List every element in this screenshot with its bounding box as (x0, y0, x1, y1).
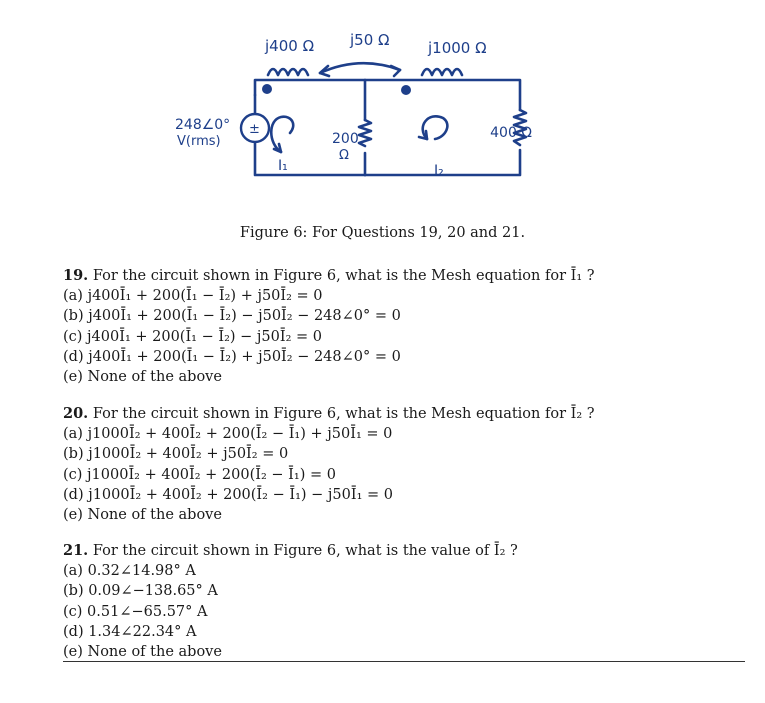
option-e[interactable]: (e) None of the above (63, 644, 222, 661)
circuit-figure (160, 25, 540, 210)
option-c[interactable]: (c) j1000Ī₂ + 400Ī₂ + 200(Ī₂ − Ī₁) = 0 (63, 466, 336, 483)
question-text: For the circuit shown in Figure 6, what is the value of Ī₂ ? (92, 543, 518, 559)
label-r-mid-unit: Ω (339, 148, 349, 163)
question-stem (63, 541, 518, 561)
label-l2: j1000 Ω (428, 39, 487, 57)
mesh-arrow-i1 (271, 117, 293, 152)
dot-l2 (401, 85, 411, 95)
question-number: 21. (63, 542, 89, 559)
mutual-arrow (320, 63, 400, 73)
option-c[interactable]: (c) j400Ī₁ + 200(Ī₁ − Ī₂) − j50Ī₂ = 0 (63, 328, 323, 345)
question-stem (63, 266, 595, 286)
option-list (63, 424, 595, 525)
option-b[interactable]: (b) j400Ī₁ + 200(Ī₁ − Ī₂) − j50Ī₂ − 248∠0° = 0 (63, 308, 401, 325)
question-21 (63, 541, 518, 662)
option-a[interactable]: (a) 0.32∠14.98° A (63, 563, 196, 579)
question-stem (63, 404, 595, 424)
option-list (63, 561, 518, 662)
option-c[interactable]: (c) 0.51∠−65.57° A (63, 603, 208, 620)
option-list (63, 286, 595, 387)
label-l1: j400 Ω (265, 37, 315, 55)
inductor-l2 (422, 69, 462, 75)
label-mutual: j50 Ω (350, 31, 390, 49)
wire-right-top (365, 80, 520, 110)
option-b[interactable]: (b) 0.09∠−138.65° A (63, 583, 218, 600)
label-i1: I₁ (278, 158, 288, 174)
label-source-mag: 248∠0° (175, 117, 231, 133)
bottom-rule (63, 661, 745, 662)
option-a[interactable]: (a) j1000Ī₂ + 400Ī₂ + 200(Ī₂ − Ī₁) + j50Ī₁ = 0 (63, 426, 393, 442)
label-source-plus: ± (249, 122, 260, 137)
resistor-middle (359, 120, 371, 146)
label-i2: I₂ (434, 163, 444, 179)
inductor-l1 (268, 69, 308, 75)
question-number: 20. (63, 405, 89, 422)
option-e[interactable]: (e) None of the above (63, 369, 222, 386)
option-d[interactable]: (d) j400Ī₁ + 200(Ī₁ − Ī₂) + j50Ī₂ − 248∠0° = 0 (63, 348, 401, 365)
question-text: For the circuit shown in Figure 6, what is the Mesh equation for Ī₂ ? (92, 406, 595, 422)
option-d[interactable]: (d) 1.34∠22.34° A (63, 623, 197, 640)
option-b[interactable]: (b) j1000Ī₂ + 400Ī₂ + j50Ī₂ = 0 (63, 446, 289, 463)
figure-caption: Figure 6: For Questions 19, 20 and 21. (239, 225, 526, 241)
label-source-unit: V(rms) (177, 134, 221, 149)
dot-l1 (262, 84, 272, 94)
question-text: For the circuit shown in Figure 6, what is the Mesh equation for Ī₁ ? (92, 268, 595, 284)
question-number: 19. (63, 267, 89, 284)
option-d[interactable]: (d) j1000Ī₂ + 400Ī₂ + 200(Ī₂ − Ī₁) − j50Ī₁ = 0 (63, 486, 393, 503)
question-19 (63, 266, 595, 387)
label-r-right: 400 Ω (490, 125, 532, 141)
label-r-mid: 200 (332, 131, 359, 147)
option-e[interactable]: (e) None of the above (63, 507, 222, 524)
option-a[interactable]: (a) j400Ī₁ + 200(Ī₁ − Ī₂) + j50Ī₂ = 0 (63, 288, 323, 304)
question-20 (63, 404, 595, 525)
